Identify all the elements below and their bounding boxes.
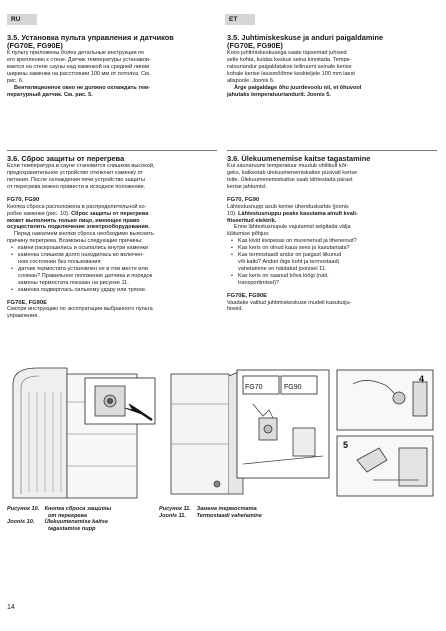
section-3-6-et: [227, 155, 435, 313]
text-line: või katki? Anduri õige koht ja termostaadi: [238, 258, 339, 265]
text-line: • Kas keris on olnud kaua sees ja kasutamata?: [238, 245, 350, 252]
text-line: • датчик термостата установлен не в том месте или: [18, 265, 148, 272]
caption-text: tagastamise nupp: [48, 525, 96, 532]
list-item: [7, 252, 215, 266]
section-title-3-5-ru: [7, 34, 215, 50]
text-span: робке каменки (рис. 10).: [7, 210, 72, 217]
text-line: Если температура в сауне становится слишком высокой,: [7, 163, 155, 170]
text-line: от перегрева можно привести в исходное положение.: [7, 183, 146, 190]
text-line: ширины каменки на расстоянии 100 мм от потолка. См.: [7, 71, 151, 78]
list-item: [227, 245, 435, 252]
section-title-3-6-ru: 3.6. Сброс защиты от перегрева: [7, 154, 125, 163]
text-line: • каменка подверглась сильному удару или тряске.: [18, 286, 147, 293]
text-line: transportimisel)?: [238, 279, 279, 286]
text-line: vahetamine on näidatud joonisel 11.: [238, 265, 327, 272]
figure-10-heater-illustration: [13, 368, 155, 498]
column-ru: [7, 34, 215, 99]
text-line: К пульту приложены более детальные инструкции по: [7, 50, 145, 57]
title-line: (FG70E, FG90E): [7, 41, 63, 51]
text-line: его креплению к стене. Датчик температуры устанавли-: [7, 57, 151, 64]
text-line: toite. Ülekuumenemiskaitse saab lähtestada pärast: [227, 177, 353, 184]
warning-line: Вентиляционное окно не должно охлаждать тем-: [14, 84, 151, 91]
text-line: замены термостата показан на рисунке 11.: [18, 279, 129, 286]
list-item: [227, 238, 435, 245]
warning-line: fitseeritud elektrik.: [227, 217, 277, 224]
caption-figure-10: [7, 506, 157, 532]
step-number-4: 4: [419, 374, 425, 384]
text-line: • Kas keris on saanud kõva löögi (näit.: [238, 272, 329, 279]
fig11-label-fg90: FG90: [284, 384, 302, 391]
column-et: [227, 34, 435, 99]
section-3-6-ru: [7, 155, 215, 320]
text-line: сломан? Правильное положение датчика и порядок: [18, 272, 153, 279]
list-item: [7, 266, 215, 287]
bold-span: Сброс защиты от перегрева: [71, 210, 149, 217]
section-3-5-body-et: [227, 50, 435, 98]
text-line: управления.: [7, 313, 39, 320]
bold-span: Lähtestusnuppu peaks kasutama ainult kvali-: [238, 210, 358, 217]
step-number-5: 5: [343, 440, 349, 450]
text-line: Кнопка сброса расположена в распределительной ко-: [7, 203, 147, 210]
text-line: lülitumise põhjus:: [227, 231, 270, 238]
caption-figure-11: [159, 506, 309, 519]
language-tab-ru: RU: [7, 14, 37, 25]
text-line: питания. После охлаждения печи устройство защиты: [7, 177, 145, 184]
page-number: 14: [7, 604, 15, 611]
warning-line: Ärge paigaldage õhu juurdevoolu nii, et õhuvool: [234, 84, 362, 91]
caption-label: Joonis 11.: [159, 512, 186, 519]
text-line: ном состоянии без пользования: [18, 258, 101, 265]
caption-text: Ülekuumenemise kaitse: [44, 519, 108, 526]
text-line: allapoole. Joonis 6.: [227, 78, 275, 85]
list-item: [227, 273, 435, 287]
warning-line: пературный датчик. См. рис. 5.: [7, 91, 93, 98]
causes-list-et: [227, 238, 435, 286]
section-divider: [227, 150, 437, 151]
text-line: Смотри инструкцию по эксплуатации выбранного пульта: [7, 306, 153, 313]
section-title-3-6-et: 3.6. Ülekuumenemise kaitse tagastamine: [227, 154, 371, 163]
text-line: ratuuriandur paigaldatakse leiliruumi seinale kerise: [227, 64, 352, 71]
list-item: [7, 287, 215, 294]
text-line: kerise jahtumist.: [227, 183, 268, 190]
subheading-fg70-fg90: FG70, FG90: [7, 196, 40, 203]
section-divider: [7, 150, 217, 151]
caption-text: Замена термостата: [196, 506, 257, 512]
language-tab-et: ET: [225, 14, 255, 25]
text-line: • Kas kivid kivipesas on murenenud ja tihenenud?: [238, 238, 357, 245]
text-line: hiseid.: [227, 306, 244, 313]
text-line: предохранительное устройство отключит каменку от: [7, 170, 144, 177]
text-line: Enne lähtestusnupule vajutamist selgitada välja: [234, 224, 351, 231]
text-line: Vaadake valitud juhtimiskeskuse mudeli kasutusju-: [227, 299, 352, 306]
text-line: вается на стене сауны над каменкой на средней линии: [7, 64, 150, 71]
title-line: (FG70E, FG90E): [227, 41, 283, 51]
text-line: причину перегрева. Возможны следующие причины:: [7, 238, 143, 245]
list-item: [227, 252, 435, 273]
warning-line: может выполнять только лицо, имеющее право: [7, 217, 140, 224]
text-line: [7, 211, 215, 218]
text-line: • камни раскрошились и осыпались внутри каменки: [18, 245, 149, 252]
fig11-label-fg70: FG70: [245, 384, 263, 391]
text-line: selle kohta, kuidas keskus seina kinnitada. Tempe-: [227, 57, 352, 64]
subheading-fg70-fg90: FG70, FG90: [227, 196, 260, 203]
text-line: • Kas termostaadi andur on paigast liikunud: [238, 252, 342, 259]
warning-line: jahutaks temperatuuriandurit. Joonis 5.: [227, 91, 331, 98]
caption-label: Joonis 10.: [7, 519, 35, 526]
text-line: geks, katkestab ülekuumenemiskaitse püsivalt kerise: [227, 170, 358, 177]
caption-text: от перегрева: [48, 512, 87, 519]
caption-text: Кнопка сброса защиты: [44, 506, 112, 512]
section-title-3-5-et: [227, 34, 435, 50]
text-line: Перед нажатием кнопки сброса необходимо выяснить: [14, 231, 154, 238]
text-line: рис. 6.: [7, 78, 24, 85]
caption-label: Рисунок 10.: [7, 506, 40, 512]
text-span: 10).: [227, 210, 239, 217]
list-item: [7, 245, 215, 252]
causes-list-ru: [7, 245, 215, 293]
figure-11-thermostat-illustration: [171, 370, 433, 496]
text-line: [227, 211, 435, 218]
title-line: 3.5. Juhtimiskeskuse ja anduri paigaldamine: [227, 33, 384, 42]
subheading-fg70e-fg90e: FG70E, FG90E: [7, 299, 47, 306]
section-3-5-body-ru: [7, 50, 215, 98]
subheading-fg70e-fg90e: FG70E, FG90E: [227, 292, 267, 299]
text-line: Lähtestusnupp asub kerise ühenduskarbis (joonis: [227, 203, 349, 210]
text-line: Koos juhtimiskeskusega saate täpsemad juhised: [227, 50, 347, 57]
figures-10-11: [7, 364, 439, 500]
caption-label: Рисунок 11.: [159, 506, 191, 512]
warning-line: осуществлять подключение электрооборудования.: [7, 224, 150, 231]
title-line: 3.5. Установка пульта управления и датчиков: [7, 33, 174, 42]
text-line: • каменка слишком долго находилась во включен-: [18, 252, 145, 259]
text-line: Kui saunaruumi temperatuur muutub ohtlikult kõr-: [227, 163, 349, 170]
text-line: kohale kerise laiusmõõtme keskteljele 100 mm laest: [227, 71, 355, 78]
caption-text: Termostaadi vahetamine: [196, 512, 262, 519]
